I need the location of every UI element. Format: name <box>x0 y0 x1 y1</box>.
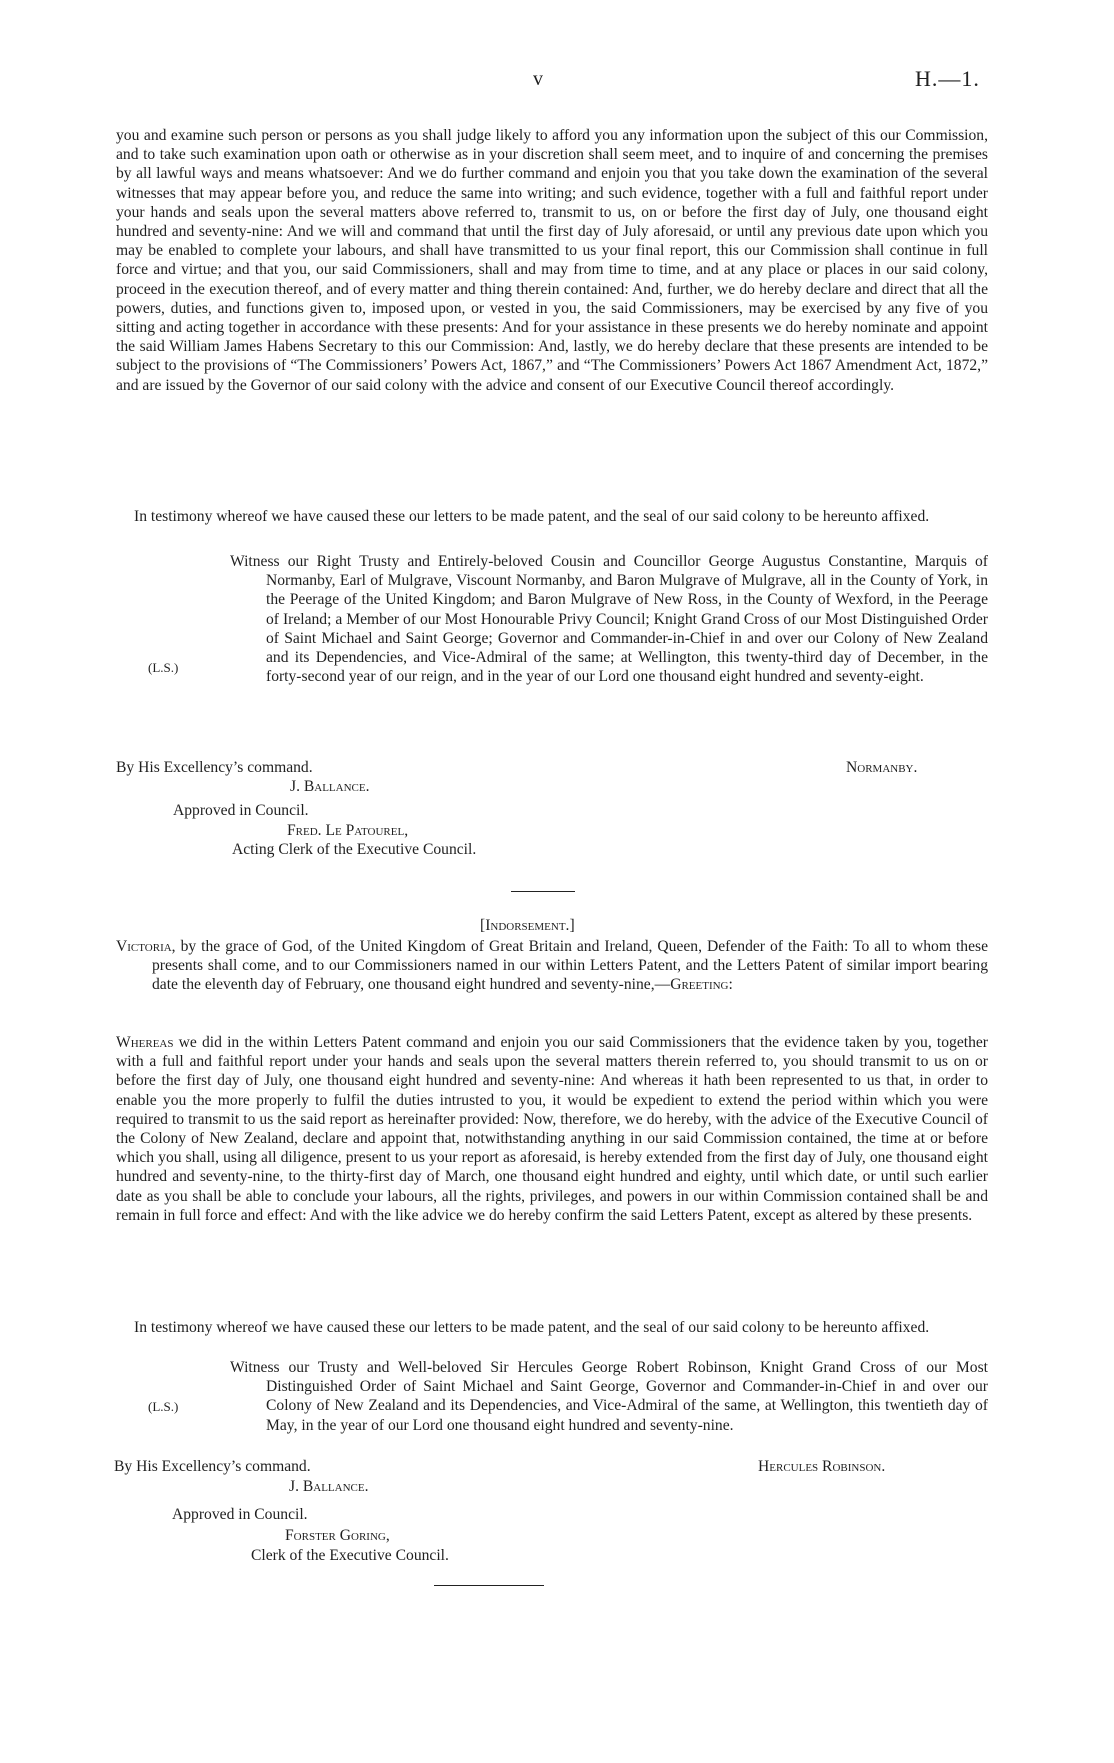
indorsement-witness: Witness our Trusty and Well-beloved Sir Hercules George Robert Robinson, Knight Grand Cross of our Most Distinguished Order of Saint Michael and Saint George, Governor and Commander-in-Chief in and over our Colony of New Zealand and its Dependencies, and Vice-Admiral of the same, at Wellington, this twentieth day of May, in the year of our Lord one thousand eight hundred and seventy-nine. <box>230 1359 988 1434</box>
commission-approved: Approved in Council. <box>173 802 309 819</box>
indorsement-whereas <box>116 1033 988 1225</box>
commission-clerk-title: Acting Clerk of the Executive Council. <box>232 841 477 858</box>
page-number: v <box>533 68 543 90</box>
commission-clerk-name: Fred. Le Patourel, <box>287 822 409 839</box>
indorsement-by-command: By His Excellency’s command. <box>114 1458 311 1475</box>
indorsement-signatory: Hercules Robinson. <box>758 1458 886 1475</box>
whereas-lead: Whereas <box>116 1034 174 1051</box>
greeting: Greeting: <box>670 976 733 994</box>
commission-minister: J. Ballance. <box>290 778 370 795</box>
indorsement-minister: J. Ballance. <box>289 1478 369 1495</box>
indorsement-seal: (L.S.) <box>148 1399 179 1414</box>
commission-body: you and examine such person or persons as you shall judge likely to afford you any information upon the subject of this our Commission, and to take such examination upon oath or otherwise as in your discretion shall seem meet, and to inquire of and concerning the premises by all lawful ways and means whatsoever: And we do further command and enjoin you that you take down the examination of the several witnesses that may appear before you, and reduce the same into writing; and such evidence, together with a full and faithful report under your hands and seals upon the several matters above referred to, transmit to us, on or before the first day of July, one thousand eight hundred and seventy-nine: And we will and command that until the first day of July aforesaid, or until any previous date upon which you may be enabled to complete your labours, and shall have transmitted to us your final report, this our Commission shall continue in full force and virtue; and that you, our said Commissioners, shall and may from time to time, and at any place or places in our said colony, proceed in the execution thereof, and of every matter and thing therein contained: And, further, we do hereby declare and direct that all the powers, duties, and functions given to, imposed upon, or vested in you, the said Commissioners, may be exercised by any five of you sitting and acting together in accordance with these presents: And for your assistance in these presents we do hereby nominate and appoint the said William James Habens Secretary to this our Commission: And, lastly, we do hereby declare that these presents are intended to be subject to the provisions of “The Commissioners’ Powers Act, 1867,” and “The Commissioners’ Powers Act 1867 Amendment Act, 1872,” and are issued by the Governor of our said colony with the advice and consent of our Executive Council thereof accordingly. <box>116 127 988 394</box>
indorsement-clerk-name: Forster Goring, <box>285 1527 390 1544</box>
commission-testimony: In testimony whereof we have caused these our letters to be made patent, and the seal of our said colony to be hereunto affixed. <box>134 508 930 525</box>
preamble-text: by the grace of God, of the United Kingdom of Great Britain and Ireland, Queen, Defender of the Faith: To all to whom these presents shall come, and to our Commissioners named in our within Letters Patent, and the Letters Patent of similar import bearing date the eleventh day of February, one thousand eight hundred and seventy-nine,— <box>152 938 988 994</box>
preamble-lead: Victoria, <box>116 938 176 955</box>
whereas-text: we did in the within Letters Patent command and enjoin you our said Commissioners that the evidence taken by you, together with a full and faithful report under your hands and seals upon the several matters therein referred to, you should transmit to us on or before the first day of July, one thousand eight hundred and seventy-nine: And whereas it hath been represented to us that, in order to enable you the more properly to fulfil the duties intrusted to you, it would be expedient to extend the period within which you were required to transmit to us the said report as hereinafter provided: Now, therefore, we do hereby, with the advice of the Executive Council of the Colony of New Zealand, declare and appoint that, notwithstanding anything in our said Commission contained, the time at or before which you shall, using all diligence, present to us your report as aforesaid, is hereby extended from the first day of July, one thousand eight hundred and seventy-nine, to the thirty-first day of March, one thousand eight hundred and eighty, until which date, or until such earlier date as you shall be able to conclude your labours, all the rights, privileges, and powers in our within Commission contained shall be and remain in full force and effect: And with the like advice we do hereby confirm the said Letters Patent, except as altered by these presents. <box>116 1034 988 1224</box>
section-divider <box>511 891 575 892</box>
commission-seal: (L.S.) <box>148 660 179 675</box>
commission-witness: Witness our Right Trusty and Entirely-beloved Cousin and Councillor George Augustus Constantine, Marquis of Normanby, Earl of Mulgrave, Viscount Normanby, and Baron Mulgrave of Mulgrave, all in the County of York, in the Peerage of the United Kingdom; and Baron Mulgrave of New Ross, in the County of Wexford, in the Peerage of Ireland; a Member of our Most Honourable Privy Council; Knight Grand Cross of our Most Distinguished Order of Saint Michael and Saint George; Governor and Commander-in-Chief in and over our Colony of New Zealand and its Dependencies, and Vice-Admiral of the same; at Wellington, this twenty-third day of December, in the forty-second year of our reign, and in the year of our Lord one thousand eight hundred and seventy-eight. <box>230 553 988 686</box>
document-reference: H.—1. <box>915 66 980 91</box>
indorsement-preamble <box>116 937 988 995</box>
indorsement-testimony: In testimony whereof we have caused these our letters to be made patent, and the seal of our said colony to be hereunto affixed. <box>134 1319 930 1336</box>
indorsement-clerk-title: Clerk of the Executive Council. <box>251 1547 449 1564</box>
indorsement-heading: [Indorsement.] <box>480 917 575 934</box>
closing-rule <box>434 1585 544 1586</box>
commission-signatory: Normanby. <box>846 759 918 776</box>
commission-by-command: By His Excellency’s command. <box>116 759 313 776</box>
indorsement-approved: Approved in Council. <box>172 1506 308 1523</box>
